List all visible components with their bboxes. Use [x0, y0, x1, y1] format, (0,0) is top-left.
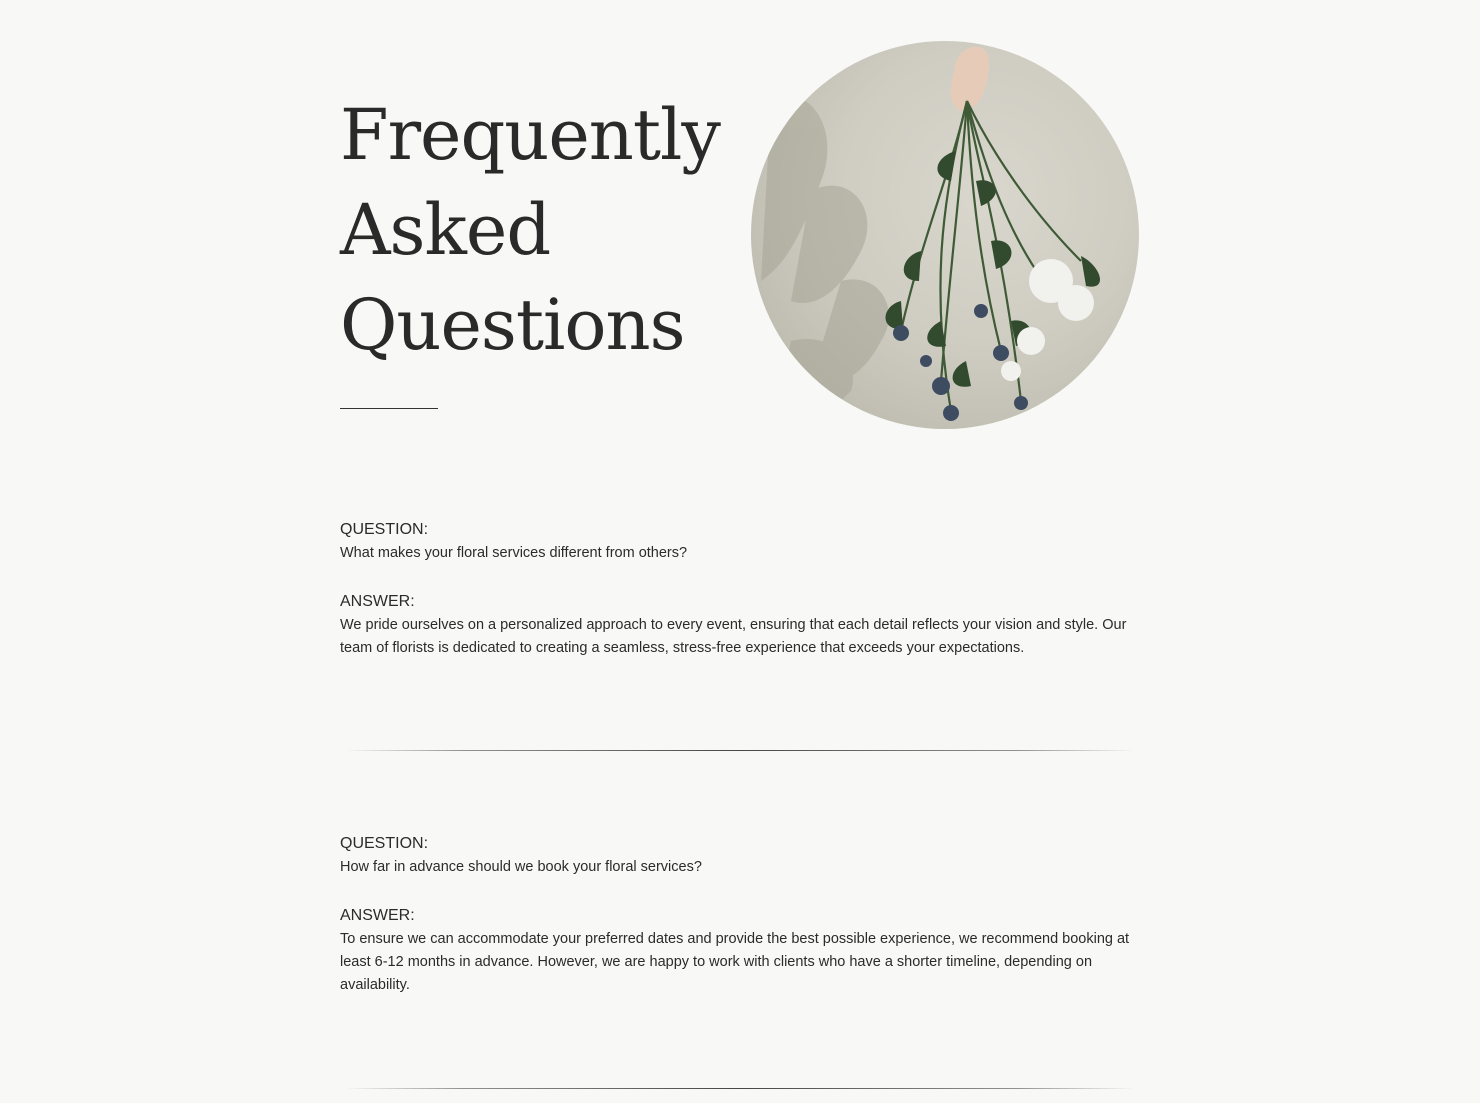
question-label: QUESTION:: [340, 521, 429, 538]
flowers-bouquet-photo: [751, 41, 1139, 429]
answer-label: ANSWER:: [340, 907, 415, 924]
section-divider: [345, 1088, 1135, 1089]
white-blooms: [1001, 259, 1094, 381]
page-title: [340, 88, 720, 373]
answer-text: To ensure we can accommodate your preferred dates and provide the best possible experience, we recommend booking at least 6-12 months in advance. However, we are happy to work with clients who have a shorter timeline, depending on availability.: [340, 931, 1130, 993]
shadow-shapes: [761, 96, 889, 429]
answer-text: We pride ourselves on a personalized approach to every event, ensuring that each detail reflects your vision and style. Our team of florists is dedicated to creating a seamless, stress-free experience that exceeds your expectations.: [340, 617, 1127, 656]
bouquet-illustration: [751, 41, 1139, 429]
question-label: QUESTION:: [340, 835, 429, 852]
faq-item-1: [340, 518, 1140, 660]
title-underline: [340, 408, 438, 409]
hand-shape: [951, 47, 989, 112]
answer-label: ANSWER:: [340, 593, 415, 610]
title-line-3: Questions: [340, 284, 685, 366]
question-text: What makes your floral services different from others?: [340, 545, 688, 561]
title-line-1: Frequently: [340, 94, 720, 176]
title-line-2: Asked: [340, 189, 551, 271]
faq-item-2: [340, 832, 1140, 997]
question-text: How far in advance should we book your floral services?: [340, 859, 702, 875]
section-divider: [345, 750, 1135, 751]
